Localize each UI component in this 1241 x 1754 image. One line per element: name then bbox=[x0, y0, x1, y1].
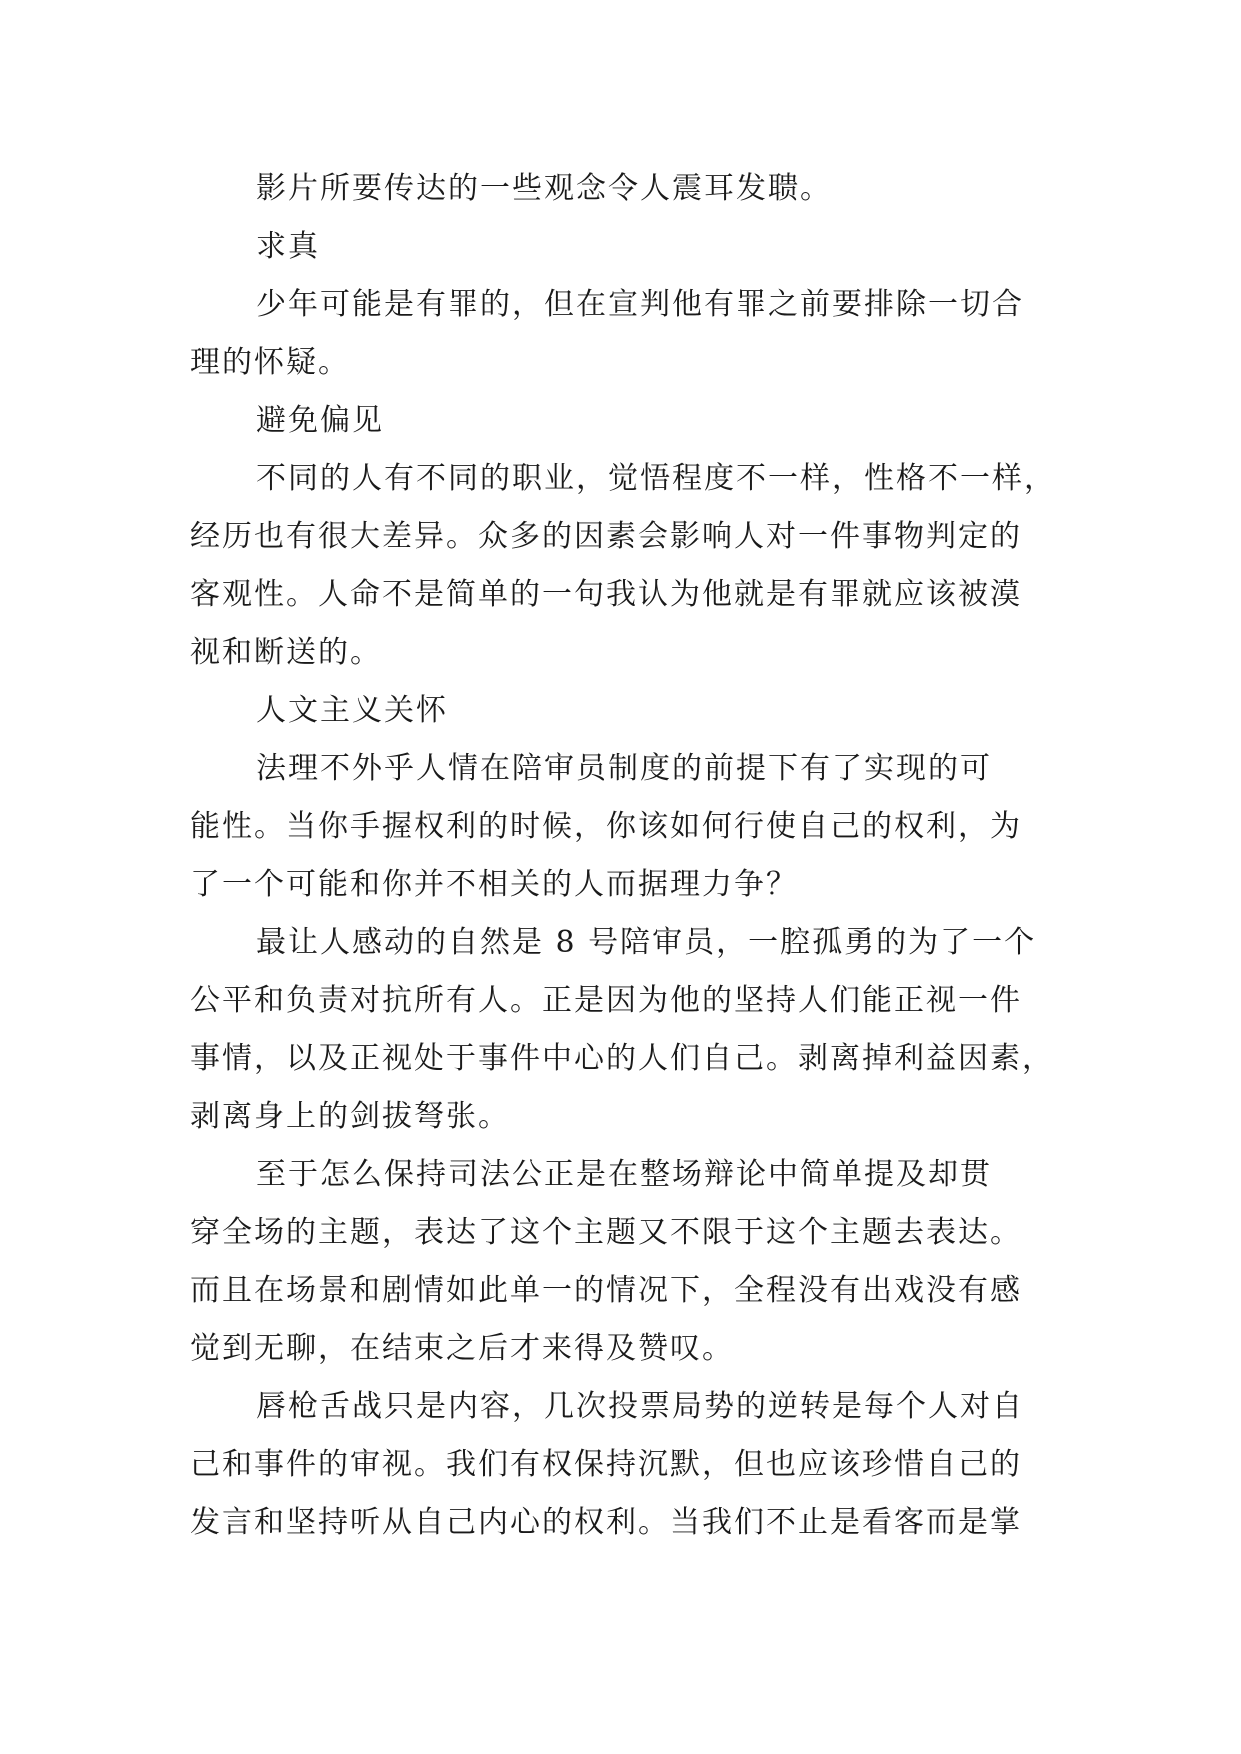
section-heading-humanism: 人文主义关怀 bbox=[256, 693, 448, 728]
text-line: 不同的人有不同的职业，觉悟程度不一样，性格不一样， bbox=[256, 461, 1056, 496]
text-line: 觉到无聊，在结束之后才来得及赞叹。 bbox=[190, 1331, 734, 1366]
text-line: 能性。当你手握权利的时候，你该如何行使自己的权利，为 bbox=[190, 809, 1022, 844]
text-line: 事情，以及正视处于事件中心的人们自己。剥离掉利益因素， bbox=[190, 1041, 1054, 1076]
text-line: 客观性。人命不是简单的一句我认为他就是有罪就应该被漠 bbox=[190, 577, 1022, 612]
section-heading-truth: 求真 bbox=[256, 229, 320, 264]
document-body bbox=[190, 160, 1056, 1552]
text-line: 至于怎么保持司法公正是在整场辩论中简单提及却贯 bbox=[256, 1157, 992, 1192]
text-line: 了一个可能和你并不相关的人而据理力争？ bbox=[190, 867, 798, 902]
text-line: 发言和坚持听从自己内心的权利。当我们不止是看客而是掌 bbox=[190, 1505, 1022, 1540]
text-line: 而且在场景和剧情如此单一的情况下，全程没有出戏没有感 bbox=[190, 1273, 1022, 1308]
section-heading-avoid-bias: 避免偏见 bbox=[256, 403, 384, 438]
text-line: 最让人感动的自然是 8 号陪审员，一腔孤勇的为了一个 bbox=[256, 925, 1037, 960]
text-line: 经历也有很大差异。众多的因素会影响人对一件事物判定的 bbox=[190, 519, 1022, 554]
text-line: 剥离身上的剑拔弩张。 bbox=[190, 1099, 510, 1134]
text-line: 唇枪舌战只是内容，几次投票局势的逆转是每个人对自 bbox=[256, 1389, 1024, 1424]
text-line: 法理不外乎人情在陪审员制度的前提下有了实现的可 bbox=[256, 751, 992, 786]
text-line: 穿全场的主题，表达了这个主题又不限于这个主题去表达。 bbox=[190, 1215, 1022, 1250]
text-line: 视和断送的。 bbox=[190, 635, 382, 670]
text-line: 理的怀疑。 bbox=[190, 345, 350, 380]
text-line: 少年可能是有罪的，但在宣判他有罪之前要排除一切合 bbox=[256, 287, 1024, 322]
text-line: 公平和负责对抗所有人。正是因为他的坚持人们能正视一件 bbox=[190, 983, 1022, 1018]
text-line: 己和事件的审视。我们有权保持沉默，但也应该珍惜自己的 bbox=[190, 1447, 1022, 1482]
text-line: 影片所要传达的一些观念令人震耳发聩。 bbox=[256, 171, 832, 206]
